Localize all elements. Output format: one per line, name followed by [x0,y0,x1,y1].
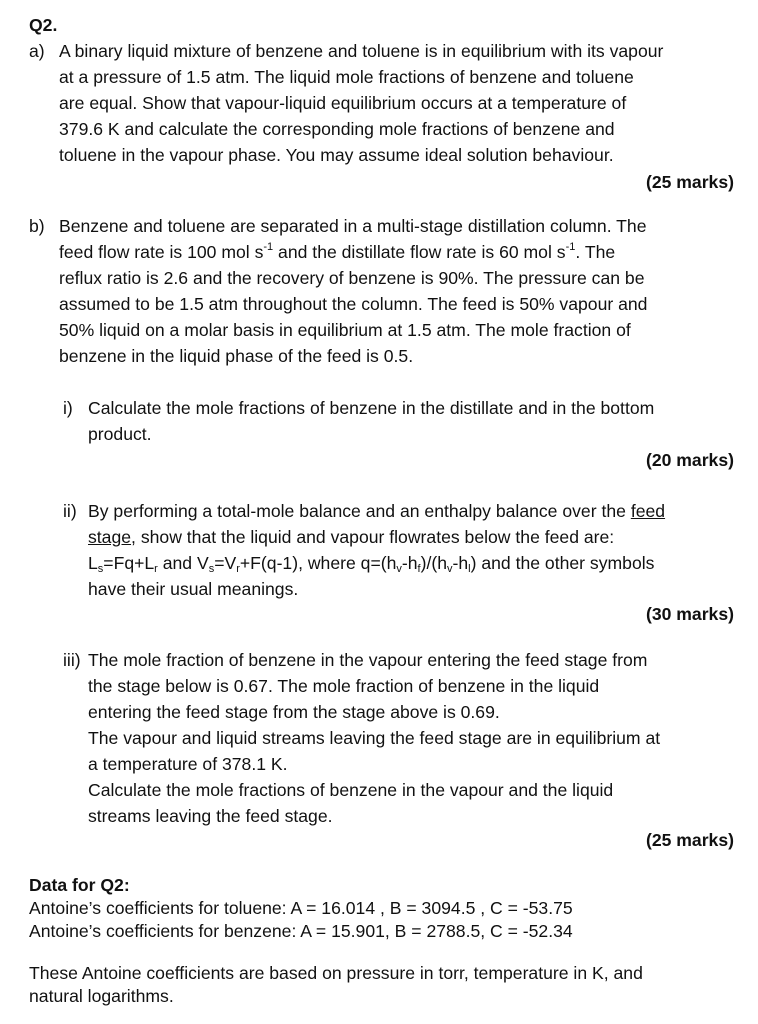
text-run: and V [157,553,209,573]
sub-part-iii-label: iii) [63,650,81,670]
sub-part-iii-line: the stage below is 0.67. The mole fraction of benzene in the liquid [88,676,600,696]
superscript: -1 [565,241,576,253]
sub-part-i-line: product. [88,424,152,444]
subscript: r [154,563,158,575]
superscript: -1 [263,241,274,253]
underlined-text: stage [88,527,132,547]
part-b-line: assumed to be 1.5 atm throughout the column. The feed is 50% vapour and [59,294,648,314]
text-run: =Fq+L [103,553,155,573]
subscript: v [446,563,453,575]
subscript: s [208,563,215,575]
sub-part-iii-line: a temperature of 378.1 K. [88,754,288,774]
sub-part-iii-text [88,647,739,829]
sub-part-i-line: Calculate the mole fractions of benzene in the distillate and in the bottom [88,398,655,418]
text-run: , show that the liquid and vapour flowrates below the feed are: [131,527,615,547]
data-note [29,962,739,1008]
sub-part-i-label: i) [63,398,73,418]
part-b-line: Benzene and toluene are separated in a multi-stage distillation column. The [59,216,647,236]
sub-part-ii-label: ii) [63,501,77,521]
part-a-line: toluene in the vapour phase. You may assume ideal solution behaviour. [59,145,614,165]
sub-part-ii-line [88,498,739,524]
part-a-marks: (25 marks) [645,172,734,192]
sub-part-ii-line [88,524,739,550]
part-a-line: 379.6 K and calculate the corresponding mole fractions of benzene and [59,119,615,139]
sub-part-ii-line: have their usual meanings. [88,579,299,599]
text-run: ) and the other symbols [470,553,655,573]
text-run: )/(h [420,553,447,573]
data-note-line: These Antoine coefficients are based on pressure in torr, temperature in K, and [29,963,643,983]
text-run: . The [575,242,616,262]
part-b-label: b) [29,216,45,236]
part-b-line: benzene in the liquid phase of the feed is 0.5. [59,346,414,366]
part-a-label: a) [29,41,45,61]
part-b-line: reflux ratio is 2.6 and the recovery of benzene is 90%. The pressure can be [59,268,645,288]
text-run: and the distillate flow rate is 60 mol s [273,242,566,262]
sub-part-ii-marks: (30 marks) [645,604,734,624]
part-b-text [59,213,739,369]
antoine-benzene: Antoine’s coefficients for benzene: A = 15.901, B = 2788.5, C = -52.34 [29,921,573,941]
antoine-toluene: Antoine’s coefficients for toluene: A = 16.014 , B = 3094.5 , C = -53.75 [29,898,573,918]
subscript: f [417,563,421,575]
part-b-line-flowrates [59,239,739,265]
symbol: L [88,553,98,573]
text-run: +F(q-1), where q=(h [239,553,397,573]
data-note-line: natural logarithms. [29,986,174,1006]
part-b-line: 50% liquid on a molar basis in equilibrium at 1.5 atm. The mole fraction of [59,320,631,340]
sub-part-iii-line: The mole fraction of benzene in the vapour entering the feed stage from [88,650,648,670]
part-a-line: at a pressure of 1.5 atm. The liquid mole fractions of benzene and toluene [59,67,634,87]
subscript: v [396,563,402,575]
data-section-title: Data for Q2: [29,875,130,895]
part-a-line: are equal. Show that vapour-liquid equilibrium occurs at a temperature of [59,93,627,113]
sub-part-i-text [88,395,739,447]
subscript: l [468,563,471,575]
part-a-line: A binary liquid mixture of benzene and toluene is in equilibrium with its vapour [59,41,664,61]
text-run: =V [214,553,237,573]
underlined-text: feed [630,501,666,521]
sub-part-iii-line: streams leaving the feed stage. [88,806,333,826]
subscript: r [236,563,240,575]
part-a-text [59,38,739,168]
subscript: s [97,563,104,575]
sub-part-ii-equation [88,550,739,576]
text-run: -h [452,553,469,573]
sub-part-iii-line: entering the feed stage from the stage above is 0.69. [88,702,500,722]
sub-part-iii-marks: (25 marks) [645,830,734,850]
text-run: By performing a total-mole balance and an enthalpy balance over the [88,501,631,521]
data-section [29,874,739,943]
sub-part-ii-text [88,498,739,602]
text-run: feed flow rate is 100 mol s [59,242,264,262]
text-run: -h [401,553,418,573]
question-title: Q2. [29,15,58,35]
sub-part-iii-line: The vapour and liquid streams leaving the feed stage are in equilibrium at [88,728,661,748]
sub-part-iii-line: Calculate the mole fractions of benzene in the vapour and the liquid [88,780,614,800]
sub-part-i-marks: (20 marks) [645,450,734,470]
